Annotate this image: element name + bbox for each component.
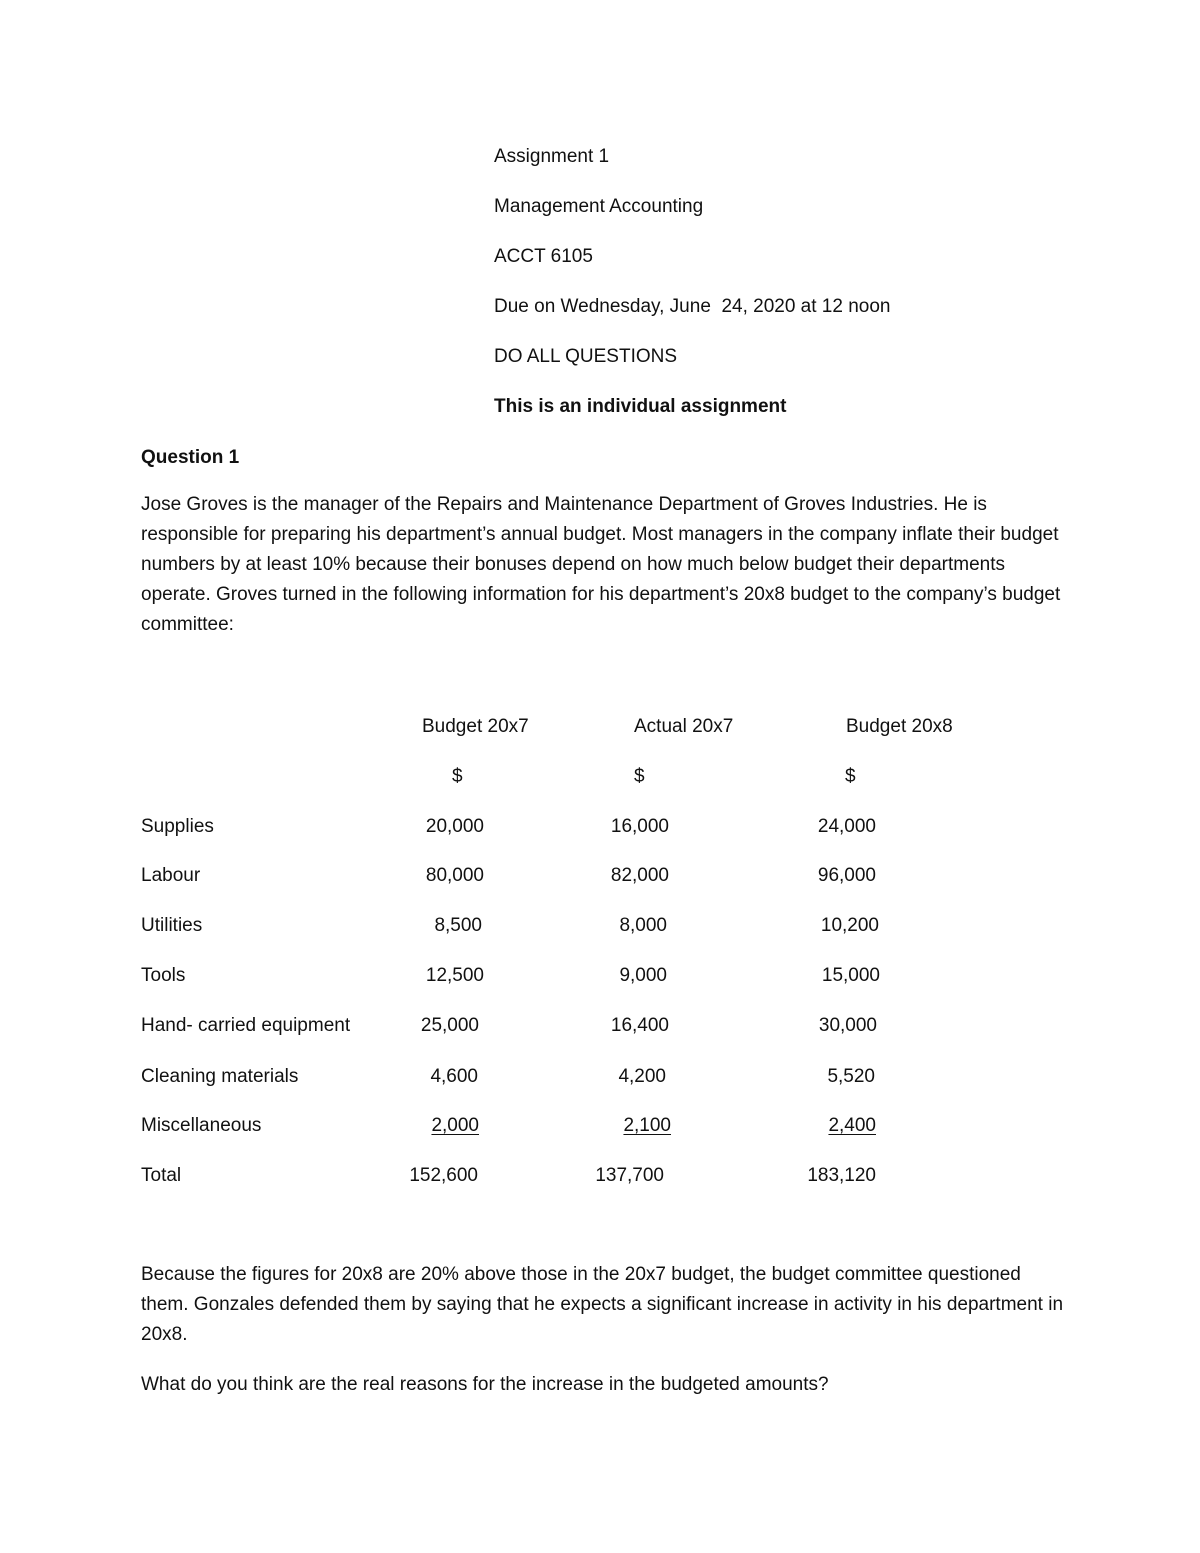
cell-value: 20,000 [425,816,484,837]
cell-value: 5,520 [827,1066,875,1087]
cell-value: 2,100 [623,1115,671,1136]
row-label: Miscellaneous [141,1115,262,1136]
cell-value: 24,000 [817,816,876,837]
question-prompt-text: What do you think are the real reasons for the increase in the budgeted amounts? [141,1374,829,1395]
cell-value: 15,000 [821,965,880,986]
currency-symbol: $ [634,766,645,787]
column-header-budget-20x8: Budget 20x8 [846,716,953,737]
cell-value: 8,500 [434,915,482,936]
total-value: 137,700 [595,1165,664,1186]
due-date: Due on Wednesday, June 24, 2020 at 12 noon [494,296,891,317]
question-prompt [141,1370,1071,1400]
question-followup [141,1260,1071,1350]
question-followup-text: Because the figures for 20x8 are 20% above those in the 20x7 budget, the budget committee questioned them. Gonzales defended them by saying that he expects a significant increase in activity in his department in 20x8. [141,1264,1064,1345]
cell-value: 82,000 [610,865,669,886]
course-code: ACCT 6105 [494,246,593,267]
total-value: 152,600 [409,1165,478,1186]
row-label: Labour [141,865,201,886]
cell-value: 16,000 [610,816,669,837]
cell-value: 10,200 [820,915,879,936]
question-title: Question 1 [141,447,240,468]
cell-value: 2,400 [828,1115,876,1136]
cell-value: 4,200 [618,1066,666,1087]
cell-value: 80,000 [425,865,484,886]
assignment-title: Assignment 1 [494,146,610,167]
cell-value: 16,400 [610,1015,669,1036]
column-header-actual-20x7: Actual 20x7 [634,716,734,737]
currency-symbol: $ [845,766,856,787]
row-label-total: Total [141,1165,182,1186]
cell-value: 96,000 [817,865,876,886]
cell-value: 4,600 [430,1066,478,1087]
row-label: Cleaning materials [141,1066,299,1087]
cell-value: 9,000 [619,965,667,986]
column-header-budget-20x7: Budget 20x7 [422,716,529,737]
currency-symbol: $ [452,766,463,787]
row-label: Hand- carried equipment [141,1015,351,1036]
cell-value: 25,000 [420,1015,479,1036]
row-label: Utilities [141,915,203,936]
question-intro-text: Jose Groves is the manager of the Repairs and Maintenance Department of Groves Industries. He is responsible for preparing his department’s annual budget. Most managers in the company inflate their budget numbers by at least 10% because their bonuses depend on how much below budget their departments operate. Groves turned in the following information for his department’s 20x8 budget to the company’s budget committee: [141,494,1061,635]
instruction: DO ALL QUESTIONS [494,346,678,367]
total-value: 183,120 [807,1165,876,1186]
question-intro [141,490,1071,640]
row-label: Supplies [141,816,214,837]
course-name: Management Accounting [494,196,704,217]
individual-note: This is an individual assignment [494,396,787,417]
cell-value: 30,000 [818,1015,877,1036]
cell-value: 12,500 [425,965,484,986]
cell-value: 8,000 [619,915,667,936]
row-label: Tools [141,965,186,986]
cell-value: 2,000 [431,1115,479,1136]
